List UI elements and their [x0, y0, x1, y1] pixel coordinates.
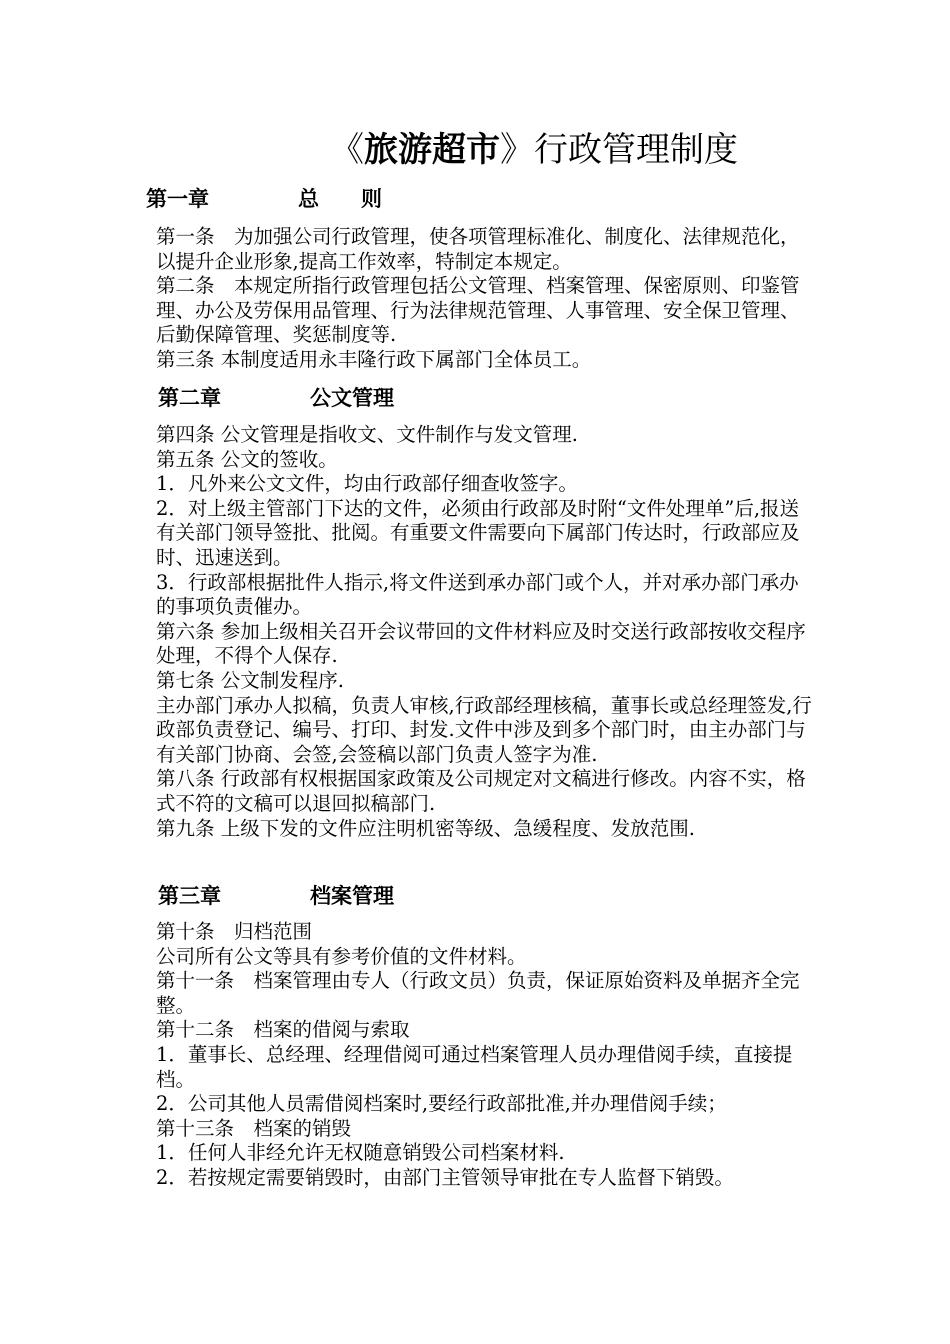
- article-7-detail: 主办部门承办人拟稿，负责人审核,行政部经理核稿，董事长或总经理签发,行政部负责登记、编号、打印、封发.文件中涉及到多个部门时，由主办部门与有关部门协商、会签,会签稿以部门负责人签字为准.: [156, 693, 812, 766]
- chapter-2-heading: [158, 383, 394, 413]
- article-2: 第二条 本规定所指行政管理包括公文管理、档案管理、保密原则、印鉴管理、办公及劳保用品管理、行为法律规范管理、人事管理、安全保卫管理、后勤保障管理、奖惩制度等.: [156, 274, 800, 347]
- article-4: 第四条 公文管理是指收文、文件制作与发文管理.: [156, 423, 578, 446]
- chapter-3-heading: [158, 881, 394, 911]
- title-open-bracket: 《: [330, 130, 364, 170]
- article-8: 第八条 行政部有权根据国家政策及公司规定对文稿进行修改。内容不实，格式不符的文稿可以退回拟稿部门.: [156, 767, 806, 815]
- article-5: 第五条 公文的签收。: [156, 447, 338, 471]
- article-13: 第十三条 档案的销毁: [156, 1116, 352, 1140]
- chapter-1-heading: [146, 184, 382, 214]
- list-item: 2．对上级主管部门下达的文件，必须由行政部及时附“文件处理单”后,报送有关部门领导签批、批阅。有重要文件需要向下属部门传达时，行政部应及时、迅速送到。: [156, 496, 800, 569]
- list-item: 1．董事长、总经理、经理借阅可通过档案管理人员办理借阅手续，直接提档。: [156, 1042, 793, 1091]
- list-item: 3．行政部根据批件人指示,将文件送到承办部门或个人，并对承办部门承办的事项负责催办。: [156, 570, 799, 619]
- document-title: [330, 126, 738, 174]
- title-close-bracket: 》: [500, 130, 534, 170]
- article-12: 第十二条 档案的借阅与索取: [156, 1018, 410, 1042]
- list-item: 1．任何人非经允许无权随意销毁公司档案材料.: [156, 1141, 565, 1165]
- chapter-name: 公文管理: [310, 386, 394, 410]
- title-text: 行政管理制度: [534, 130, 738, 170]
- chapter-name: 档案管理: [310, 884, 394, 908]
- article-10: 第十条 归档范围: [156, 920, 313, 943]
- chapter-number: 第二章: [158, 386, 221, 410]
- article-3: 第三条 本制度适用永丰隆行政下属部门全体员工。: [156, 347, 592, 371]
- list-item: 2．公司其他人员需借阅档案时,要经行政部批准,并办理借阅手续；: [156, 1092, 727, 1116]
- article-7: 第七条 公文制发程序.: [156, 668, 344, 692]
- title-company-name: 旅游超市: [364, 130, 500, 170]
- chapter-1-body: [146, 225, 814, 373]
- chapter-number: 第一章: [146, 187, 209, 211]
- article-9: 第九条 上级下发的文件应注明机密等级、急缓程度、发放范围.: [156, 816, 695, 840]
- chapter-name: 总 则: [298, 187, 382, 211]
- list-item: 2．若按规定需要销毁时，由部门主管领导审批在专人监督下销毁。: [156, 1165, 734, 1189]
- article-11: 第十一条 档案管理由专人（行政文员）负责，保证原始资料及单据齐全完整。: [156, 969, 800, 1017]
- chapter-3-body: [146, 920, 814, 1191]
- article-1: 第一条 为加强公司行政管理，使各项管理标准化、制度化、法律规范化，以提升企业形象,提高工作效率，特制定本规定。: [156, 225, 800, 273]
- chapter-2-body: [146, 423, 814, 841]
- article-10-detail: 公司所有公文等具有参考价值的文件材料。: [156, 944, 527, 968]
- list-item: 1．凡外来公文文件，均由行政部仔细查收签字。: [156, 472, 578, 496]
- article-6: 第六条 参加上级相关召开会议带回的文件材料应及时交送行政部按收交程序处理，不得个人保存.: [156, 619, 806, 668]
- chapter-number: 第三章: [158, 884, 221, 908]
